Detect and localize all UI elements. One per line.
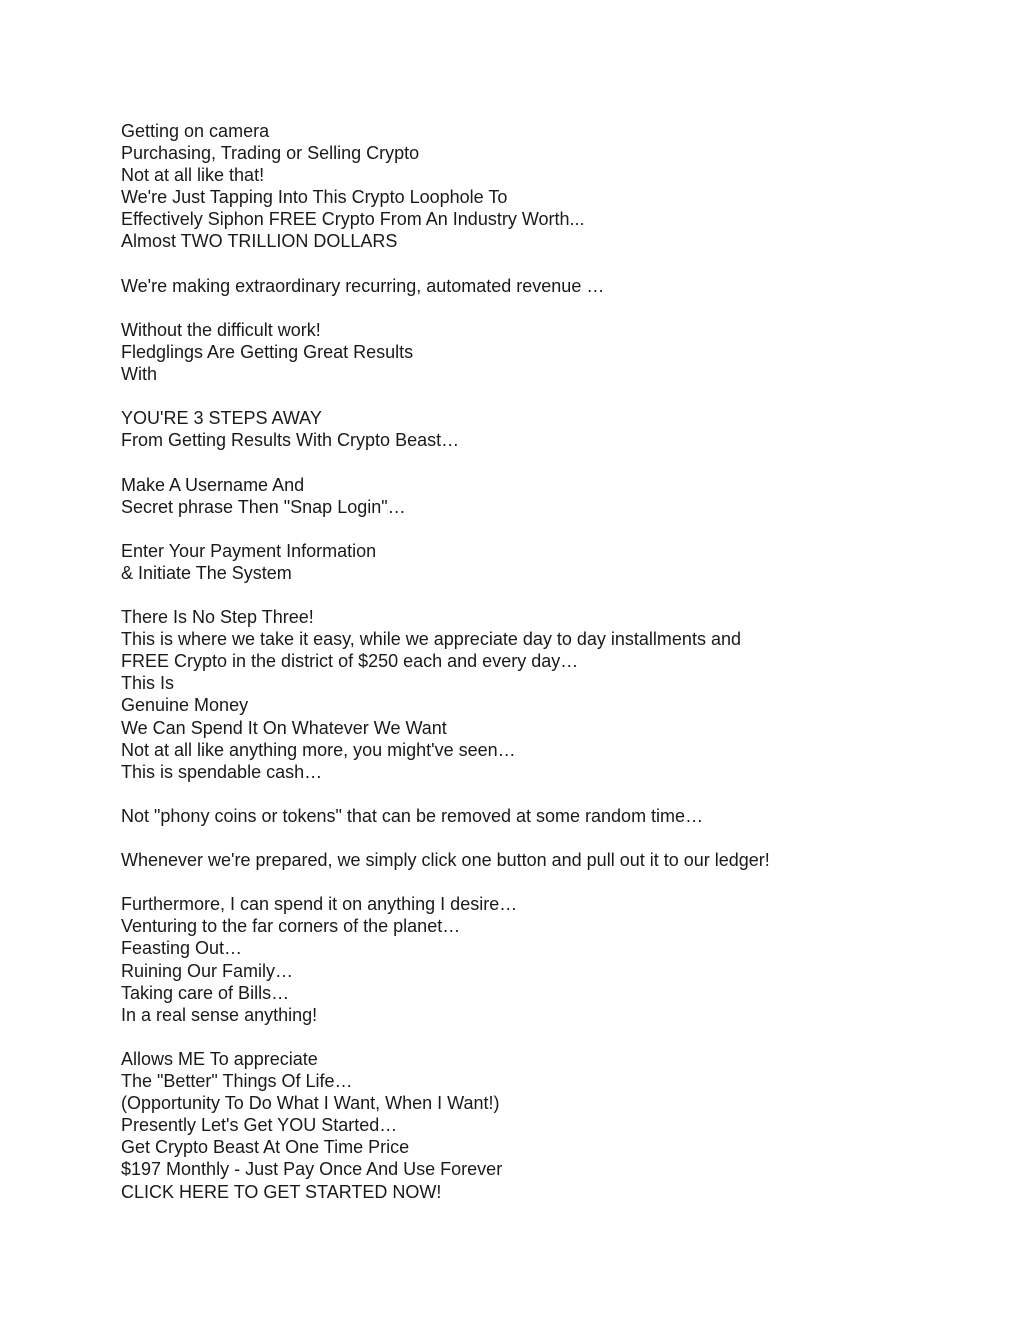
text-line: $197 Monthly - Just Pay Once And Use Forever <box>121 1159 503 1180</box>
paragraph <box>121 120 1001 253</box>
text-line: We're making extraordinary recurring, automated revenue … <box>121 275 605 296</box>
text-line: Secret phrase Then "Snap Login"… <box>121 496 406 517</box>
text-line: The "Better" Things Of Life… <box>121 1071 353 1092</box>
paragraph <box>121 893 1001 1026</box>
text-line: With <box>121 364 157 385</box>
paragraph <box>121 319 1001 385</box>
paragraph <box>121 606 1001 783</box>
text-line: Purchasing, Trading or Selling Crypto <box>121 143 420 164</box>
paragraph <box>121 474 1001 518</box>
text-line: We're Just Tapping Into This Crypto Loophole To <box>121 187 508 208</box>
text-line: Furthermore, I can spend it on anything I desire… <box>121 894 518 915</box>
text-line: Fledglings Are Getting Great Results <box>121 341 414 362</box>
text-line: & Initiate The System <box>121 562 292 583</box>
text-line: Make A Username And <box>121 474 305 495</box>
text-line: Almost TWO TRILLION DOLLARS <box>121 231 398 252</box>
text-line: Presently Let's Get YOU Started… <box>121 1115 398 1136</box>
text-line: YOU'RE 3 STEPS AWAY <box>121 408 322 429</box>
text-line: (Opportunity To Do What I Want, When I Want!) <box>121 1093 500 1114</box>
text-line: Allows ME To appreciate <box>121 1048 318 1069</box>
paragraph <box>121 849 1001 871</box>
paragraph <box>121 407 1001 451</box>
text-line: Genuine Money <box>121 695 249 716</box>
text-line: Getting on camera <box>121 121 270 141</box>
text-line: Taking care of Bills… <box>121 982 290 1003</box>
text-line: There Is No Step Three! <box>121 607 314 628</box>
text-line: This Is <box>121 673 175 694</box>
text-line: Effectively Siphon FREE Crypto From An Industry Worth... <box>121 209 585 230</box>
text-line: CLICK HERE TO GET STARTED NOW! <box>121 1181 442 1202</box>
text-line: Feasting Out… <box>121 938 243 959</box>
document-page <box>121 120 1001 1225</box>
text-line: Not at all like anything more, you might've seen… <box>121 739 516 760</box>
text-line: From Getting Results With Crypto Beast… <box>121 430 460 451</box>
text-line: Not "phony coins or tokens" that can be removed at some random time… <box>121 805 704 826</box>
paragraph <box>121 805 1001 827</box>
text-line: Whenever we're prepared, we simply click one button and pull out it to our ledger! <box>121 850 770 871</box>
text-line: Venturing to the far corners of the planet… <box>121 916 461 937</box>
text-line: This is spendable cash… <box>121 761 323 782</box>
text-line: We Can Spend It On Whatever We Want <box>121 717 447 738</box>
text-line: This is where we take it easy, while we appreciate day to day installments and <box>121 629 741 650</box>
paragraph <box>121 540 1001 584</box>
paragraph <box>121 1048 1001 1203</box>
text-line: Enter Your Payment Information <box>121 540 377 561</box>
text-line: Not at all like that! <box>121 165 265 186</box>
paragraph <box>121 275 1001 297</box>
text-line: FREE Crypto in the district of $250 each and every day… <box>121 651 579 672</box>
text-line: Ruining Our Family… <box>121 960 294 981</box>
text-line: Get Crypto Beast At One Time Price <box>121 1137 410 1158</box>
text-line: In a real sense anything! <box>121 1004 318 1025</box>
text-line: Without the difficult work! <box>121 319 321 340</box>
